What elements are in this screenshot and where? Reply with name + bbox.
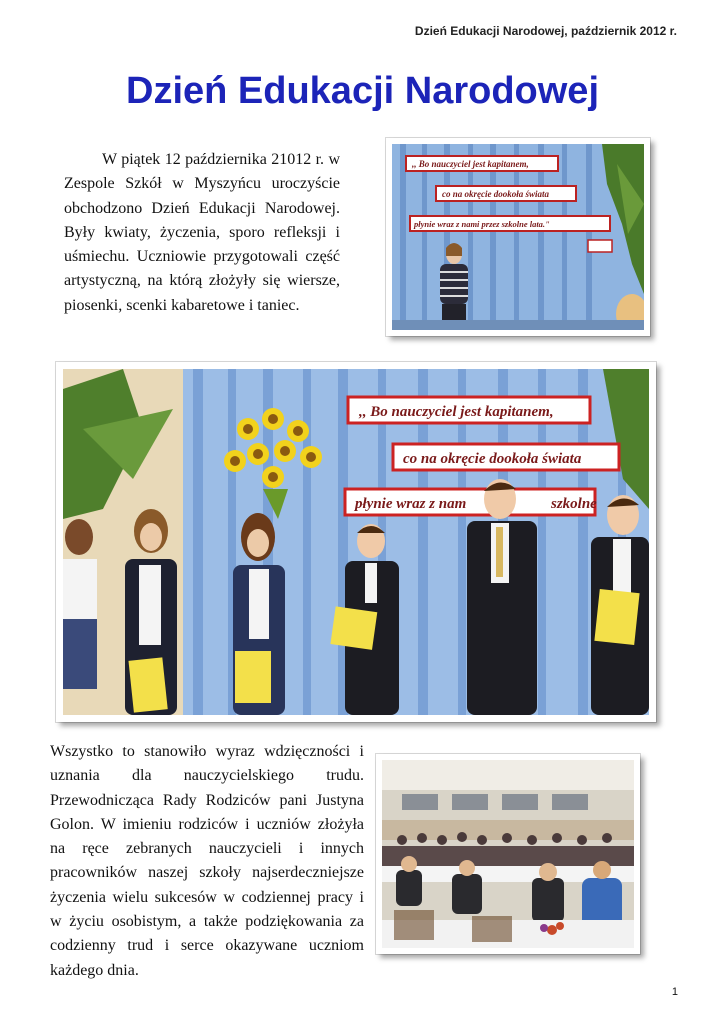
- page-number: 1: [671, 986, 678, 998]
- stage-banner-line-3a: płynie wraz z nam: [355, 496, 467, 512]
- photo-students-on-stage: [56, 362, 656, 722]
- photo-students-image: [63, 369, 649, 715]
- stage-banner-line-3b: szkolne: [551, 496, 597, 512]
- photo-hall-image: [382, 760, 634, 948]
- banner-line-2: co na okręcie dookoła świata: [442, 189, 549, 199]
- stage-banner-line-1: ,, Bo nauczyciel jest kapitanem,: [359, 404, 554, 420]
- photo-girl-speaking-image: [392, 144, 644, 330]
- closing-paragraph: Wszystko to stanowiło wyraz wdzięczności i uznania dla nauczycielskiego trudu. Przewodnicząca Rady Rodziców pani Justyna Golon. W imieniu rodziców i uczniów złożyła na ręce zebranych nauczycieli i innych pracowników naszej szkoły najserdeczniejsze życzenia wielu sukcesów w codziennej pracy i w życiu osobistym, a także podziękowania za codzienny trud i serce okazywane uczniom każdego dnia.: [50, 743, 364, 979]
- photo-celebration-hall: [376, 754, 640, 954]
- intro-paragraph: W piątek 12 października 21012 r. w Zespole Szkół w Myszyńcu uroczyście obchodzono Dzień Edukacji Narodowej. Były kwiaty, życzenia, sporo refleksji i uśmiechu. Uczniowie przygotowali część artystyczną, na którą złożyły się wiersze, piosenki, scenki kabaretowe i taniec.: [64, 151, 340, 314]
- banner-line-1: ,, Bo nauczyciel jest kapitanem,: [412, 159, 529, 169]
- banner-line-3: płynie wraz z nami przez szkolne lata.": [414, 219, 550, 229]
- running-header: Dzień Edukacji Narodowej, październik 2012 r.: [414, 24, 677, 38]
- page-title: Dzień Edukacji Narodowej: [126, 70, 599, 112]
- photo-girl-speaking: [386, 138, 650, 336]
- stage-banner-line-2: co na okręcie dookoła świata: [403, 451, 582, 467]
